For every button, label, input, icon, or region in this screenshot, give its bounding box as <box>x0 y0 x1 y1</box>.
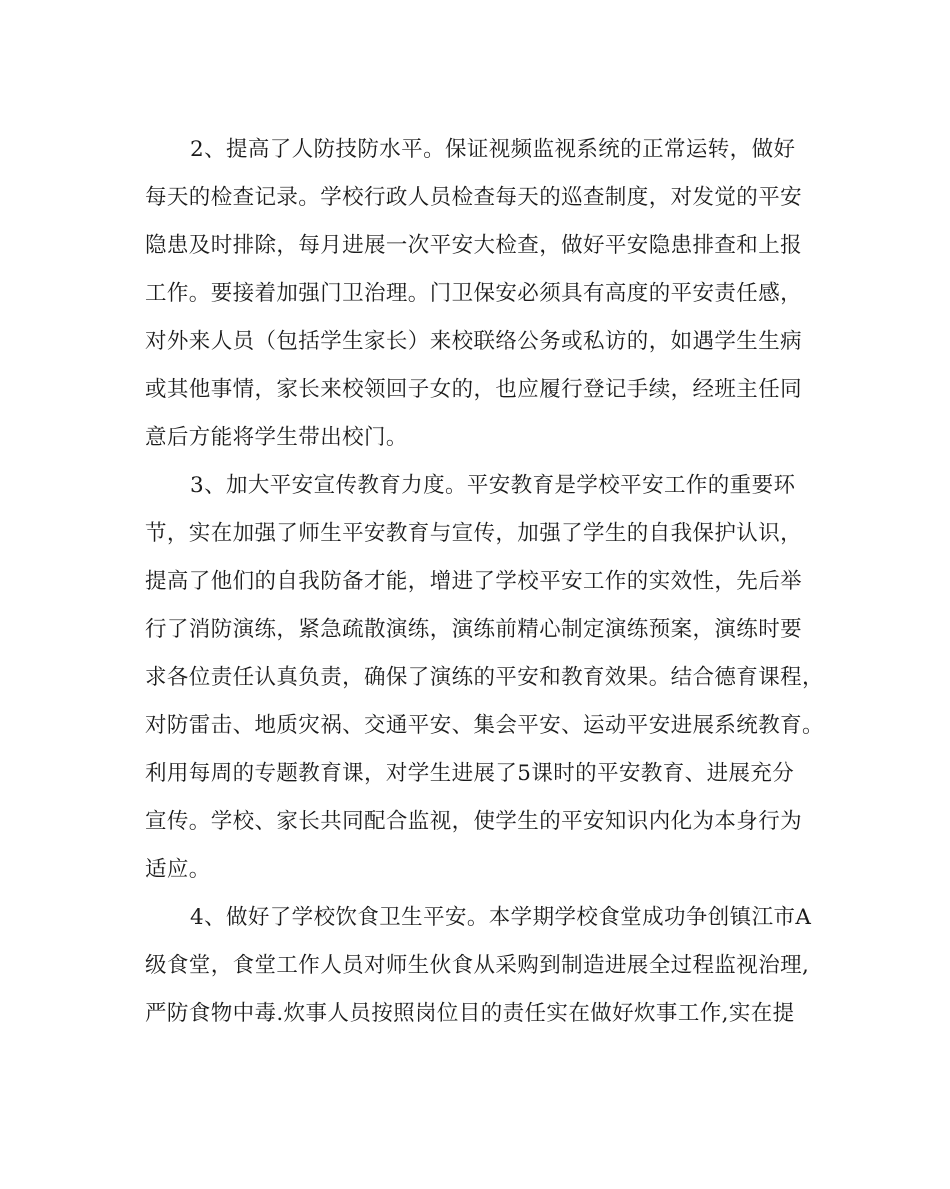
text-line: 4、做好了学校饮食卫生平安。本学期学校食堂成功争创镇江市A <box>190 905 812 930</box>
text-line: 提高了他们的自我防备才能，增进了学校平安工作的实效性，先后举 <box>145 569 803 594</box>
text-line: 宣传。学校、家长共同配合监视，使学生的平安知识内化为本身行为 <box>145 809 803 834</box>
text-line: 或其他事情，家长来校领回子女的，也应履行登记手续，经班主任同 <box>145 377 803 402</box>
text-line: 严防食物中毒.炊事人员按照岗位目的责任实在做好炊事工作,实在提 <box>145 1001 795 1026</box>
text-line: 隐患及时排除，每月进展一次平安大检查，做好平安隐患排查和上报 <box>145 233 803 258</box>
text-line: 行了消防演练，紧急疏散演练，演练前精心制定演练预案，演练时要 <box>145 617 803 642</box>
text-line: 节，实在加强了师生平安教育与宣传，加强了学生的自我保护认识， <box>145 521 803 546</box>
text-line: 适应。 <box>145 857 211 882</box>
text-line: 3、加大平安宣传教育力度。平安教育是学校平安工作的重要环 <box>190 473 796 498</box>
text-line: 对外来人员（包括学生家长）来校联络公务或私访的，如遇学生生病 <box>145 329 803 354</box>
text-line: 级食堂，食堂工作人员对师生伙食从采购到制造进展全过程监视治理, <box>145 953 810 978</box>
text-line: 意后方能将学生带出校门。 <box>145 425 408 450</box>
text-line: 工作。要接着加强门卫治理。门卫保安必须具有高度的平安责任感， <box>145 281 803 306</box>
text-line: 利用每周的专题教育课，对学生进展了5课时的平安教育、进展充分 <box>145 761 795 786</box>
text-line: 求各位责任认真负责，确保了演练的平安和教育效果。结合德育课程， <box>145 665 824 690</box>
text-line: 每天的检查记录。学校行政人员检查每天的巡查制度，对发觉的平安 <box>145 185 803 210</box>
text-line: 2、提高了人防技防水平。保证视频监视系统的正常运转，做好 <box>190 137 796 162</box>
text-line: 对防雷击、地质灾祸、交通平安、集会平安、运动平安进展系统教育。 <box>145 713 824 738</box>
